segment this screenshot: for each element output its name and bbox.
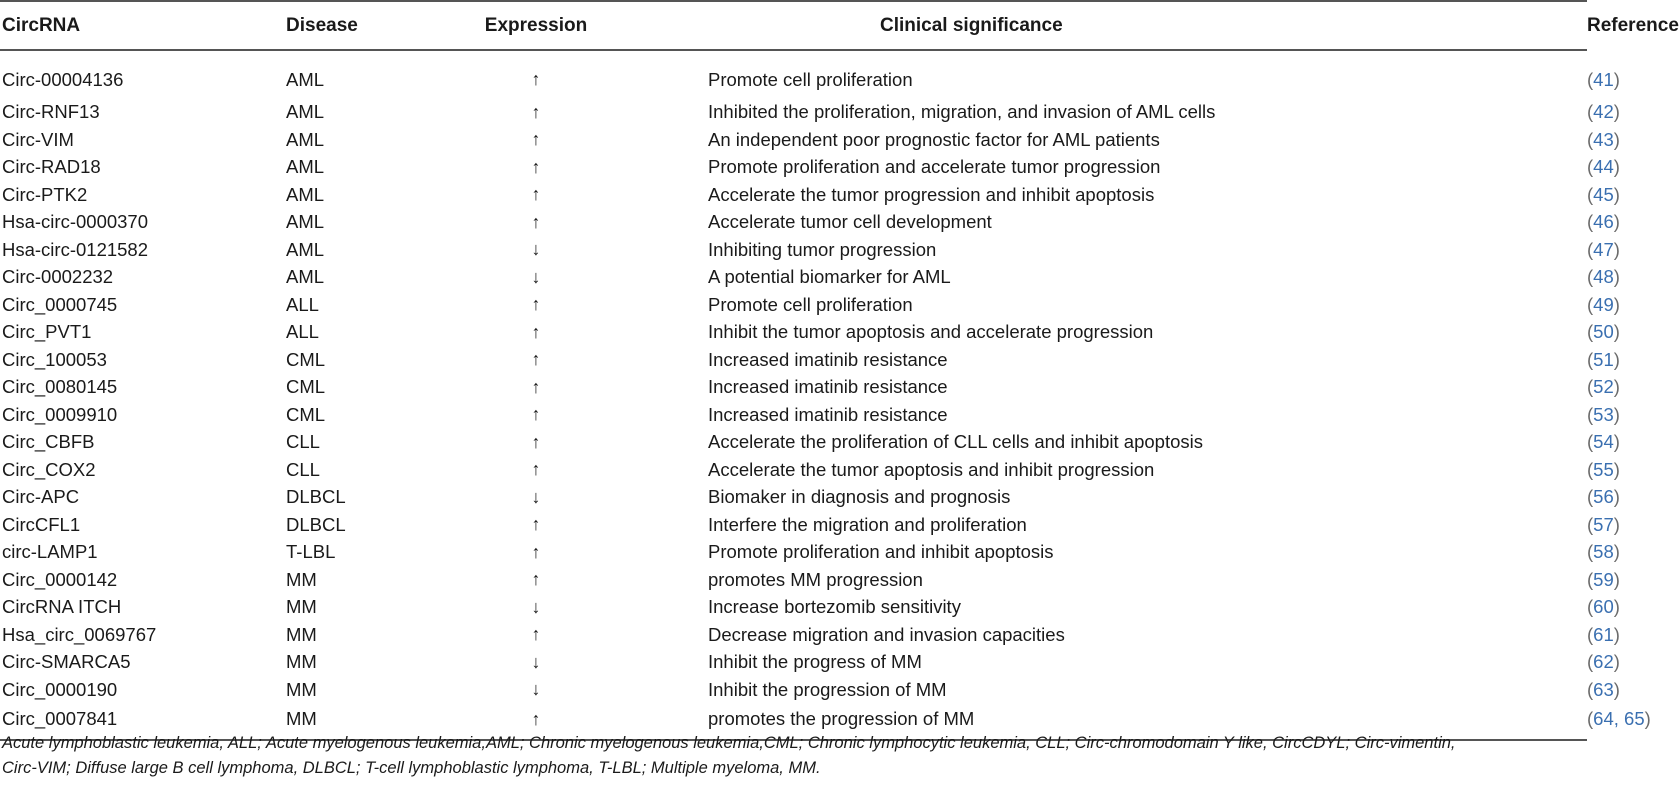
reference-close-paren: ) — [1613, 403, 1620, 425]
reference-close-paren: ) — [1613, 266, 1620, 288]
reference-open-paren: ( — [1587, 211, 1594, 233]
table-row — [0, 154, 1587, 182]
circrna-name-cell: Circ-SMARCA5 — [2, 651, 131, 673]
header-circrna: CircRNA — [2, 14, 81, 36]
disease-cell: AML — [286, 156, 325, 178]
reference-open-paren: ( — [1587, 68, 1594, 90]
reference-open-paren: ( — [1587, 293, 1594, 315]
circrna-name-cell: Circ-PTK2 — [2, 183, 88, 205]
clinical-significance-cell: Biomaker in diagnosis and prognosis — [708, 486, 1011, 508]
expression-arrow-icon: ↓ — [531, 266, 541, 287]
reference-open-paren: ( — [1587, 486, 1594, 508]
expression-arrow-icon: ↓ — [531, 651, 541, 672]
reference-link[interactable]: 48 — [1593, 266, 1614, 288]
reference-link[interactable]: 43 — [1593, 128, 1614, 150]
circrna-name-cell: Circ_0009910 — [2, 403, 118, 425]
reference-open-paren: ( — [1587, 651, 1594, 673]
reference-link[interactable]: 47 — [1593, 238, 1614, 260]
reference-close-paren: ) — [1613, 568, 1620, 590]
circrna-name-cell: Circ-RNF13 — [2, 101, 100, 123]
table-row — [0, 484, 1587, 512]
clinical-significance-cell: Increased imatinib resistance — [708, 403, 948, 425]
expression-arrow-icon: ↑ — [531, 129, 541, 150]
reference-link[interactable]: 41 — [1593, 68, 1614, 90]
clinical-significance-cell: Accelerate the tumor progression and inhibit apoptosis — [708, 183, 1155, 205]
circrna-name-cell: Circ-00004136 — [2, 68, 124, 90]
header-expression: Expression — [484, 14, 588, 36]
expression-arrow-icon: ↑ — [531, 321, 541, 342]
expression-arrow-icon: ↑ — [531, 459, 541, 480]
circrna-name-cell: Circ-APC — [2, 486, 80, 508]
expression-arrow-icon: ↑ — [531, 404, 541, 425]
expression-arrow-icon: ↑ — [531, 156, 541, 177]
disease-cell: T-LBL — [286, 541, 336, 563]
reference-close-paren: ) — [1613, 623, 1620, 645]
circrna-name-cell: Circ-0002232 — [2, 266, 114, 288]
reference-open-paren: ( — [1587, 266, 1594, 288]
disease-cell: ALL — [286, 321, 319, 343]
reference-close-paren: ) — [1613, 348, 1620, 370]
expression-arrow-icon: ↓ — [531, 239, 541, 260]
disease-cell: MM — [286, 708, 317, 729]
reference-open-paren: ( — [1587, 596, 1594, 618]
clinical-significance-cell: Accelerate the proliferation of CLL cells and inhibit apoptosis — [708, 431, 1203, 453]
circrna-name-cell: Circ_0007841 — [2, 708, 118, 729]
expression-arrow-icon: ↑ — [531, 69, 541, 90]
circrna-name-cell: Circ_0000190 — [2, 678, 118, 700]
table-body — [0, 50, 1651, 740]
reference-close-paren: ) — [1613, 211, 1620, 233]
expression-arrow-icon: ↑ — [531, 431, 541, 452]
disease-cell: MM — [286, 596, 317, 618]
reference-open-paren: ( — [1587, 101, 1594, 123]
expression-arrow-icon: ↑ — [531, 294, 541, 315]
table-row — [0, 649, 1587, 677]
reference-close-paren: ) — [1613, 321, 1620, 343]
disease-cell: AML — [286, 128, 325, 150]
reference-close-paren: ) — [1613, 651, 1620, 673]
expression-arrow-icon: ↑ — [531, 624, 541, 645]
disease-cell: MM — [286, 678, 317, 700]
reference-open-paren: ( — [1587, 128, 1594, 150]
clinical-significance-cell: Inhibiting tumor progression — [708, 238, 937, 260]
disease-cell: CML — [286, 376, 326, 398]
clinical-significance-cell: promotes the progression of MM — [708, 708, 975, 729]
clinical-significance-cell: Promote proliferation and accelerate tumor progression — [708, 156, 1161, 178]
clinical-significance-cell: Accelerate the tumor apoptosis and inhibit progression — [708, 458, 1155, 480]
circrna-name-cell: Circ_PVT1 — [2, 321, 92, 343]
clinical-significance-cell: Interfere the migration and proliferation — [708, 513, 1027, 535]
table-row — [0, 401, 1587, 429]
table-footnote: Acute lymphoblastic leukemia, ALL; Acute myelogenous leukemia,AML; Chronic myelogenous leukemia,CML; Chronic lymphocytic leukemia, CLL; Circ-chromodomain Y like, CircCDYL; Circ-vimentin, Circ-VIM; Diffuse large B cell lymphoma, DLBCL; T-cell lymphoblastic lymphoma, T-LBL; Multiple myeloma, MM. — [2, 734, 1456, 777]
reference-link[interactable]: 50 — [1593, 321, 1614, 343]
reference-link[interactable]: 44 — [1593, 156, 1614, 178]
reference-close-paren: ) — [1613, 128, 1620, 150]
disease-cell: AML — [286, 68, 325, 90]
expression-arrow-icon: ↑ — [531, 211, 541, 232]
reference-close-paren: ) — [1613, 293, 1620, 315]
reference-open-paren: ( — [1587, 376, 1594, 398]
table-row — [0, 181, 1587, 209]
reference-open-paren: ( — [1587, 513, 1594, 535]
reference-link[interactable]: 61 — [1593, 623, 1614, 645]
reference-link[interactable]: 46 — [1593, 211, 1614, 233]
table-row — [0, 621, 1587, 649]
clinical-significance-cell: Inhibit the tumor apoptosis and accelerate progression — [708, 321, 1154, 343]
clinical-significance-cell: Accelerate tumor cell development — [708, 211, 992, 233]
reference-link[interactable]: 53 — [1593, 403, 1614, 425]
table-row — [0, 126, 1587, 154]
disease-cell: MM — [286, 651, 317, 673]
reference-close-paren: ) — [1613, 156, 1620, 178]
disease-cell: AML — [286, 211, 325, 233]
table-row — [0, 50, 1587, 99]
circrna-name-cell: Hsa_circ_0069767 — [2, 623, 157, 645]
table-row — [0, 99, 1587, 127]
table-row — [0, 511, 1587, 539]
clinical-significance-cell: Decrease migration and invasion capacities — [708, 623, 1065, 645]
table-row — [0, 676, 1587, 704]
table-row — [0, 291, 1587, 319]
reference-open-paren: ( — [1587, 678, 1594, 700]
expression-arrow-icon: ↑ — [531, 376, 541, 397]
reference-close-paren: ) — [1613, 431, 1620, 453]
reference-link[interactable]: 57 — [1593, 513, 1614, 535]
disease-cell: DLBCL — [286, 486, 346, 508]
reference-close-paren: ) — [1613, 596, 1620, 618]
circrna-name-cell: Circ_100053 — [2, 348, 107, 370]
expression-arrow-icon: ↑ — [531, 569, 541, 590]
reference-link[interactable]: 60 — [1593, 596, 1614, 618]
reference-open-paren: ( — [1587, 431, 1594, 453]
reference-close-paren: ) — [1613, 238, 1620, 260]
reference-link[interactable]: 49 — [1593, 293, 1614, 315]
disease-cell: MM — [286, 623, 317, 645]
table-row — [0, 209, 1587, 237]
disease-cell: CLL — [286, 458, 320, 480]
reference-open-paren: ( — [1587, 568, 1594, 590]
reference-close-paren: ) — [1613, 101, 1620, 123]
reference-link[interactable]: 64, 65 — [1593, 708, 1645, 729]
reference-open-paren: ( — [1587, 321, 1594, 343]
header-clinical-significance: Clinical significance — [880, 14, 1063, 36]
header-disease: Disease — [286, 14, 358, 36]
expression-arrow-icon: ↑ — [531, 349, 541, 370]
clinical-significance-cell: Increase bortezomib sensitivity — [708, 596, 961, 618]
reference-link[interactable]: 51 — [1593, 348, 1614, 370]
table-row — [0, 594, 1587, 622]
reference-close-paren: ) — [1613, 541, 1620, 563]
expression-arrow-icon: ↑ — [531, 514, 541, 535]
expression-arrow-icon: ↓ — [531, 596, 541, 617]
reference-link[interactable]: 55 — [1593, 458, 1614, 480]
circrna-name-cell: Circ_CBFB — [2, 431, 95, 453]
disease-cell: ALL — [286, 293, 319, 315]
header-row: CircRNA Disease Expression Clinical significance Reference — [0, 1, 1587, 50]
disease-cell: AML — [286, 101, 325, 123]
clinical-significance-cell: promotes MM progression — [708, 568, 923, 590]
circrna-name-cell: Circ_0000142 — [2, 568, 118, 590]
clinical-significance-cell: Inhibited the proliferation, migration, and invasion of AML cells — [708, 101, 1216, 123]
circrna-name-cell: CircCFL1 — [2, 513, 81, 535]
disease-cell: DLBCL — [286, 513, 346, 535]
reference-close-paren: ) — [1613, 376, 1620, 398]
expression-arrow-icon: ↑ — [531, 184, 541, 205]
reference-open-paren: ( — [1587, 348, 1594, 370]
table-row — [0, 319, 1587, 347]
circrna-name-cell: circ-LAMP1 — [2, 541, 98, 563]
disease-cell: CML — [286, 348, 326, 370]
reference-link[interactable]: 54 — [1593, 431, 1614, 453]
reference-close-paren: ) — [1613, 486, 1620, 508]
table-row — [0, 236, 1587, 264]
reference-link[interactable]: 59 — [1593, 568, 1614, 590]
reference-open-paren: ( — [1587, 623, 1594, 645]
disease-cell: AML — [286, 238, 325, 260]
circrna-name-cell: Circ-RAD18 — [2, 156, 101, 178]
clinical-significance-cell: Promote proliferation and inhibit apoptosis — [708, 541, 1054, 563]
reference-open-paren: ( — [1587, 183, 1594, 205]
table-row — [0, 456, 1587, 484]
reference-open-paren: ( — [1587, 156, 1594, 178]
disease-cell: MM — [286, 568, 317, 590]
reference-close-paren: ) — [1613, 68, 1620, 90]
clinical-significance-cell: An independent poor prognostic factor for AML patients — [708, 128, 1160, 150]
reference-link[interactable]: 45 — [1593, 183, 1614, 205]
table-row — [0, 374, 1587, 402]
expression-arrow-icon: ↑ — [531, 541, 541, 562]
disease-cell: AML — [286, 183, 325, 205]
clinical-significance-cell: Increased imatinib resistance — [708, 376, 948, 398]
reference-link[interactable]: 62 — [1593, 651, 1614, 673]
expression-arrow-icon: ↓ — [531, 679, 541, 700]
reference-link[interactable]: 52 — [1593, 376, 1614, 398]
clinical-significance-cell: A potential biomarker for AML — [708, 266, 951, 288]
expression-arrow-icon: ↑ — [531, 708, 541, 729]
circrna-name-cell: Circ_0000745 — [2, 293, 118, 315]
table-row — [0, 566, 1587, 594]
circrna-name-cell: CircRNA ITCH — [2, 596, 122, 618]
circrna-name-cell: Circ-VIM — [2, 128, 74, 150]
reference-close-paren: ) — [1644, 708, 1651, 729]
reference-open-paren: ( — [1587, 708, 1594, 729]
disease-cell: CML — [286, 403, 326, 425]
reference-open-paren: ( — [1587, 238, 1594, 260]
expression-arrow-icon: ↑ — [531, 101, 541, 122]
table-header — [0, 1, 1679, 50]
disease-cell: CLL — [286, 431, 320, 453]
circrna-name-cell: Hsa-circ-0121582 — [2, 238, 149, 260]
circrna-name-cell: Circ_COX2 — [2, 458, 96, 480]
reference-link[interactable]: 63 — [1593, 678, 1614, 700]
clinical-significance-cell: Promote cell proliferation — [708, 68, 913, 90]
reference-link[interactable]: 58 — [1593, 541, 1614, 563]
reference-link[interactable]: 42 — [1593, 101, 1614, 123]
disease-cell: AML — [286, 266, 325, 288]
reference-open-paren: ( — [1587, 458, 1594, 480]
reference-close-paren: ) — [1613, 183, 1620, 205]
clinical-significance-cell: Inhibit the progression of MM — [708, 678, 947, 700]
reference-close-paren: ) — [1613, 458, 1620, 480]
reference-open-paren: ( — [1587, 403, 1594, 425]
reference-close-paren: ) — [1613, 513, 1620, 535]
clinical-significance-cell: Increased imatinib resistance — [708, 348, 948, 370]
reference-link[interactable]: 56 — [1593, 486, 1614, 508]
reference-open-paren: ( — [1587, 541, 1594, 563]
table-row — [0, 429, 1587, 457]
table-row — [0, 346, 1587, 374]
expression-arrow-icon: ↓ — [531, 486, 541, 507]
table-row — [0, 539, 1587, 567]
circrna-name-cell: Hsa-circ-0000370 — [2, 211, 149, 233]
reference-close-paren: ) — [1613, 678, 1620, 700]
clinical-significance-cell: Promote cell proliferation — [708, 293, 913, 315]
table-row — [0, 264, 1587, 292]
circrna-name-cell: Circ_0080145 — [2, 376, 118, 398]
clinical-significance-cell: Inhibit the progress of MM — [708, 651, 922, 673]
